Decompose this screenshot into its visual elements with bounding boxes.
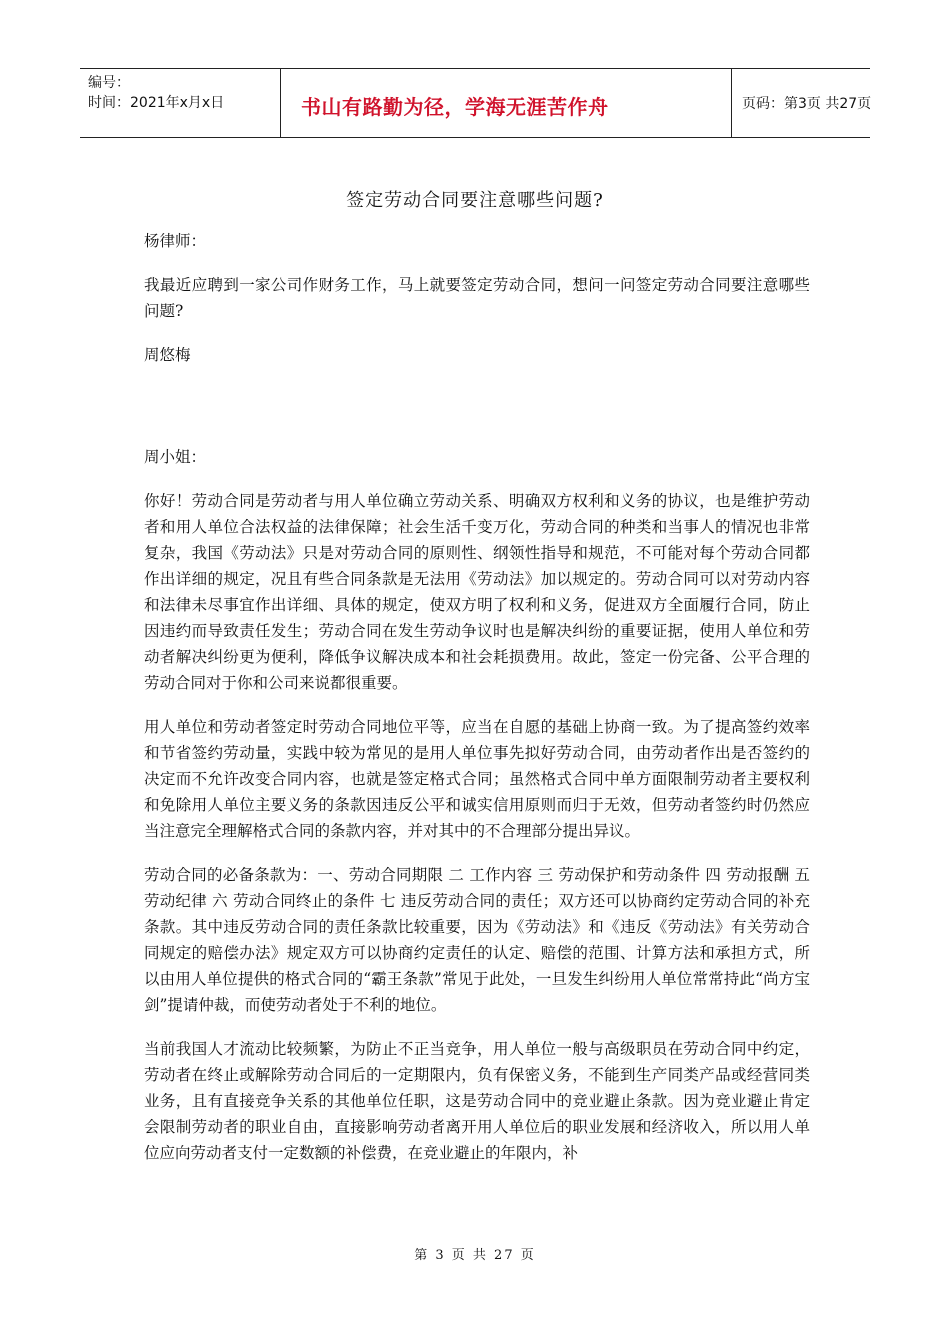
header-meta	[88, 73, 278, 113]
document-body	[144, 228, 810, 1184]
question-salutation: 杨律师：	[144, 232, 207, 250]
document-title: 签定劳动合同要注意哪些问题?	[346, 190, 604, 211]
asker-name: 周悠梅	[144, 346, 191, 364]
document-number-label: 编号：	[88, 75, 130, 91]
header-motto-cell	[280, 69, 732, 137]
answer-salutation: 周小姐：	[144, 448, 207, 466]
page-header	[80, 68, 870, 138]
page-footer: 第 3 页 共 27 页	[414, 1248, 536, 1263]
answer-paragraph: 当前我国人才流动比较频繁，为防止不正当竞争，用人单位一般与高级职员在劳动合同中约定，劳动者在终止或解除劳动合同后的一定期限内，负有保密义务，不能到生产同类产品或经营同类业务，且有直接竞争关系的其他单位任职，这是劳动合同中的竞业避止条款。因为竞业避止肯定会限制劳动者的职业自由，直接影响劳动者离开用人单位后的职业发展和经济收入，所以用人单位应向劳动者支付一定数额的补偿费，在竞业避止的年限内，补	[144, 1040, 810, 1162]
header-page-info: 页码：第3页 共27页	[742, 96, 872, 112]
answer-paragraph: 你好！劳动合同是劳动者与用人单位确立劳动关系、明确双方权利和义务的协议，也是维护劳动者和用人单位合法权益的法律保障；社会生活千变万化，劳动合同的种类和当事人的情况也非常复杂，我国《劳动法》只是对劳动合同的原则性、纲领性指导和规范，不可能对每个劳动合同都作出详细的规定，况且有些合同条款是无法用《劳动法》加以规定的。劳动合同可以对劳动内容和法律未尽事宜作出详细、具体的规定，使双方明了权利和义务，促进双方全面履行合同，防止因违约而导致责任发生；劳动合同在发生劳动争议时也是解决纠纷的重要证据，使用人单位和劳动者解决纠纷更为便利，降低争议解决成本和社会耗损费用。故此，签定一份完备、公平合理的劳动合同对于你和公司来说都很重要。	[144, 492, 810, 692]
question-text: 我最近应聘到一家公司作财务工作，马上就要签定劳动合同，想问一问签定劳动合同要注意哪些问题?	[144, 276, 810, 320]
answer-paragraph: 用人单位和劳动者签定时劳动合同地位平等，应当在自愿的基础上协商一致。为了提高签约效率和节省签约劳动量，实践中较为常见的是用人单位事先拟好劳动合同，由劳动者作出是否签约的决定而不允许改变合同内容，也就是签定格式合同；虽然格式合同中单方面限制劳动者主要权利和免除用人单位主要义务的条款因违反公平和诚实信用原则而归于无效，但劳动者签约时仍然应当注意完全理解格式合同的条款内容，并对其中的不合理部分提出异议。	[144, 718, 810, 840]
document-time-label: 时间：2021年x月x日	[88, 95, 225, 111]
answer-paragraph: 劳动合同的必备条款为：一、劳动合同期限 二 工作内容 三 劳动保护和劳动条件 四 劳动报酬 五 劳动纪律 六 劳动合同终止的条件 七 违反劳动合同的责任；双方还可以协商约定劳动合同的补充条款。其中违反劳动合同的责任条款比较重要，因为《劳动法》和《违反《劳动法》有关劳动合同规定的赔偿办法》规定双方可以协商约定责任的认定、赔偿的范围、计算方法和承担方式，所以由用人单位提供的格式合同的“霸王条款”常见于此处，一旦发生纠纷用人单位常常持此“尚方宝剑”提请仲裁，而使劳动者处于不利的地位。	[144, 866, 810, 1014]
header-motto: 书山有路勤为径，学海无涯苦作舟	[301, 95, 609, 119]
